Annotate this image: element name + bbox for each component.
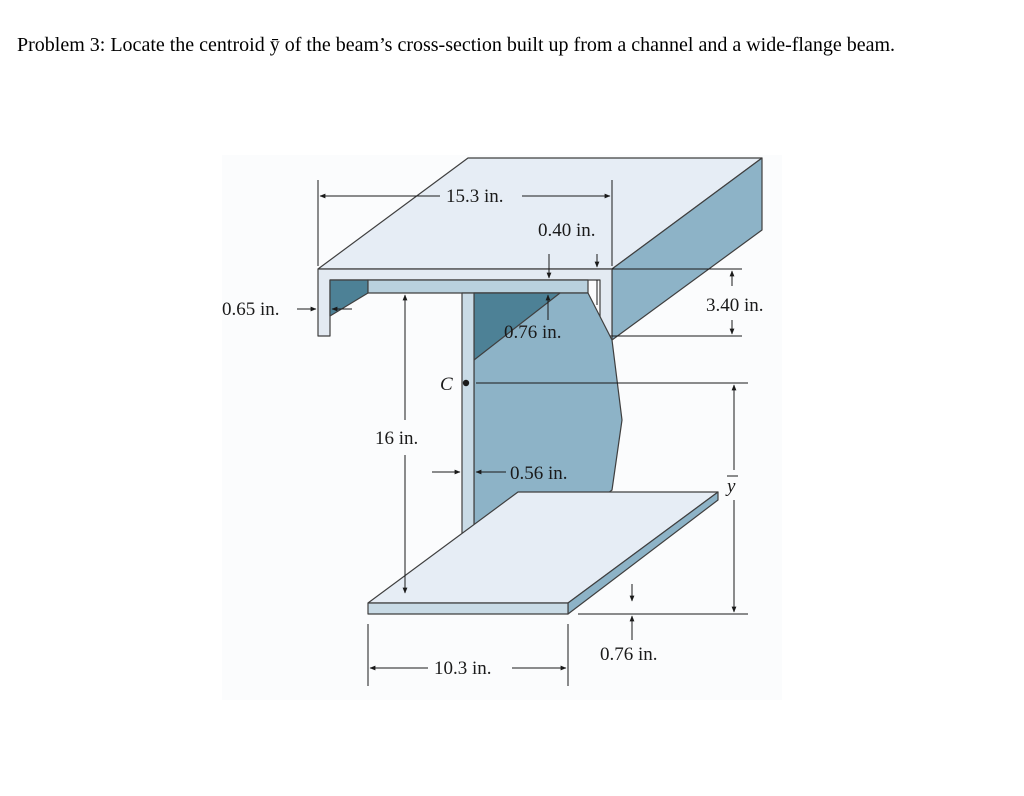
centroid-label: C — [440, 374, 453, 395]
dim-wf-web-thickness: 0.56 in. — [510, 463, 568, 484]
dim-wf-bottom-flange-thickness: 0.76 in. — [600, 644, 658, 665]
wf-top-flange — [368, 280, 588, 293]
problem-label: Problem 3: — [17, 34, 106, 56]
dim-channel-web-thickness: 0.40 in. — [538, 220, 596, 241]
centroid-dot — [463, 380, 469, 386]
problem-text: Locate the centroid ȳ of the beam’s cross-section built up from a channel and a wide-flange beam. — [110, 34, 896, 56]
dim-channel-depth: 3.40 in. — [706, 295, 764, 316]
wf-bottom-flange-section — [368, 603, 568, 614]
dim-wf-top-flange-thickness: 0.76 in. — [504, 322, 562, 343]
dim-channel-flange-thickness: 0.65 in. — [222, 299, 280, 320]
dim-wf-flange-width: 10.3 in. — [434, 658, 492, 679]
dim-channel-width: 15.3 in. — [446, 186, 504, 207]
dim-wf-depth: 16 in. — [375, 428, 419, 449]
ybar-label: y — [727, 476, 736, 497]
